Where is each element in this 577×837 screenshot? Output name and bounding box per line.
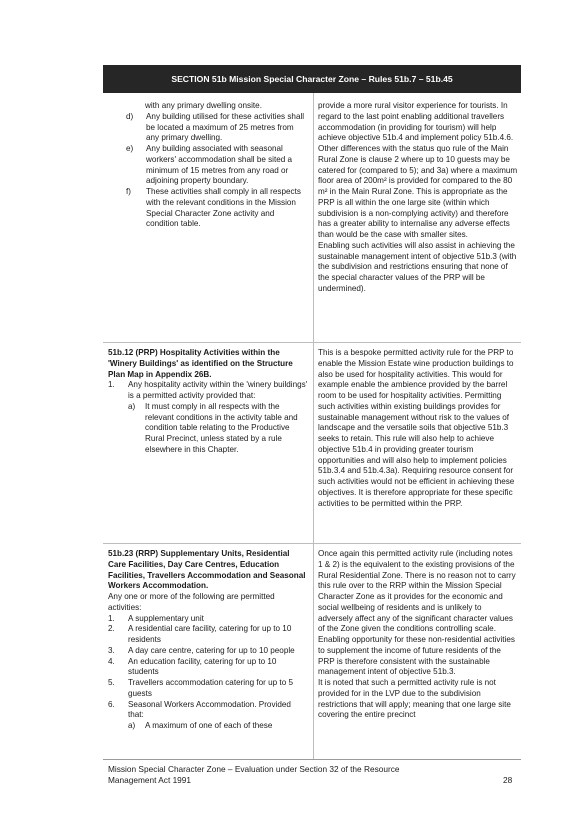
list-item (108, 112, 308, 144)
row2-right-cell (318, 348, 518, 509)
list-marker: 2. (108, 624, 115, 634)
page-number: 28 (503, 775, 513, 785)
list-text: An education facility, catering for up to 10 students (128, 656, 277, 677)
row3-right-cell (318, 549, 518, 721)
list-text: A maximum of one of each of these (145, 721, 273, 730)
list-text: Any building associated with seasonal workers' accommodation shall be sited a minimum of 15 metres from any road or adjoining property boundary. (146, 144, 293, 186)
list-marker: d) (126, 111, 134, 121)
list-item (108, 657, 308, 679)
row-divider (103, 342, 521, 343)
evaluation-paragraph: It is noted that such a permitted activity rule is not provided for in the LVP due to the subdivision restrictions that will apply; meaning that one large site covering the entire precinct (318, 678, 511, 720)
list-text: A residential care facility, catering for up to 10 residents (128, 624, 292, 644)
rule-heading: 51b.12 (PRP) Hospitality Activities within the 'Winery Buildings' as identified on the Structure Plan Map in Appendix 26B. (108, 348, 293, 379)
list-marker: a) (128, 721, 136, 730)
list-marker: 1. (108, 613, 115, 623)
list-marker: 4. (108, 656, 115, 666)
list-item (108, 380, 308, 402)
list-text: Any hospitality activity within the 'winery buildings' is a permitted activity provided that: (128, 380, 308, 400)
evaluation-paragraph: Enabling such activities will also assist in achieving the sustainable management intent of objective 51b.3 (with the subdivision and restrictions ensuring that none of the special character values of the PRP will be undermined). (318, 240, 517, 293)
rule-heading: 51b.23 (RRP) Supplementary Units, Residential Care Facilities, Day Care Centres, Education Facilities, Travellers Accommodation and Seasonal Workers Accommodation. (108, 549, 306, 591)
list-marker: f) (126, 187, 131, 196)
row3-left-cell (108, 549, 308, 732)
list-marker: 6. (108, 699, 115, 709)
list-marker: a) (128, 401, 136, 411)
row-divider (103, 543, 521, 544)
evaluation-paragraph: Once again this permitted activity rule (including notes 1 & 2) is the equivalent to the existing provisions of the Rural Residential Zone. There is no reason not to carry this rule over to the RRP within the Mission Special Character Zone as it provides for the economic and social wellbeing of residents and is unlikely to adversely affect any of the significant character values of the Zone given the conditions controlling scale. Enabling opportunity for these non-residential activities to supplement the income of future residents of the PRP is therefore consistent with the sustainable management intent of objective 51b.3. (318, 549, 516, 677)
footer-rule (103, 759, 521, 760)
list-text: Seasonal Workers Accommodation. Provided that: (128, 699, 291, 720)
list-item (108, 144, 308, 187)
list-subitem (108, 402, 308, 456)
list-marker: 3. (108, 645, 115, 655)
list-text: It must comply in all respects with the relevant conditions in the activity table and condition table relating to the Productive Rural Precinct, unless stated by a rule elsewhere in this Chapter. (145, 401, 298, 454)
evaluation-paragraph: This is a bespoke permitted activity rule for the PRP to enable the Mission Estate wine production buildings to also be used for hospitality activities. This would for example enable the ambience provided by the barrel room to be used for hospitality activities. Permitting such activities within existing buildings provides for sustainable management without risk to the values of landscape and the versatile soils that objective 51b.3 seeks to retain. This rule will also help to achieve objective 51b.4 in providing greater tourism opportunities and will also help to implement policies 51b.3.4 and 51b.4.3a). Requiring resource consent for such activities would not be efficient in achieving these objectives. It is therefore appropriate for these specific activities to be permitted within the PRP. (318, 348, 515, 508)
row1-left-cell (108, 101, 308, 230)
list-item (108, 614, 308, 625)
list-item (108, 678, 308, 700)
row1-right-cell (318, 101, 518, 295)
section-header-title: SECTION 51b Mission Special Character Zone – Rules 51b.7 – 51b.45 (171, 74, 453, 84)
row2-left-cell (108, 348, 308, 456)
list-item (108, 187, 308, 230)
list-item (108, 646, 308, 657)
list-text: Any building utilised for these activities shall be located a maximum of 25 metres from any primary dwelling. (146, 111, 305, 143)
list-text: These activities shall comply in all respects with the relevant conditions in the Mission Special Character Zone activity and condition table. (146, 187, 301, 229)
rule-intro: Any one or more of the following are permitted activities: (108, 592, 275, 612)
section-header (103, 65, 521, 93)
column-divider (313, 93, 314, 759)
footer-text: Mission Special Character Zone – Evaluation under Section 32 of the Resource Management Act 1991 (108, 764, 400, 785)
evaluation-paragraph: provide a more rural visitor experience for tourists. In regard to the last point enabling additional travellers accommodation (in providing for tourism) will help achieve objective 51b.4 and implement policy 51b.4.6. Other differences with the status quo rule of the Main Rural Zone is clause 2 where up to 10 guests may be catered for (compared to 5); and 3a) where a maximum floor area of 200m² is provided for compared to the 80 m² in the Main Rural Zone. This is appropriate as the PRP is all within the one large site (within which subdivision is a non-complying activity) and therefore has a greater ability to internalise any adverse effects than would be the case with smaller sites. (318, 101, 518, 239)
continued-text: with any primary dwelling onsite. (145, 101, 262, 110)
list-marker: 5. (108, 678, 115, 687)
list-text: A day care centre, catering for up to 10 people (128, 645, 295, 655)
list-marker: 1. (108, 380, 115, 390)
list-text: A supplementary unit (128, 613, 204, 623)
list-item (108, 624, 308, 646)
list-subitem (108, 721, 308, 732)
list-marker: e) (126, 144, 134, 153)
list-item (108, 700, 308, 722)
list-text: Travellers accommodation catering for up to 5 guests (128, 678, 293, 698)
